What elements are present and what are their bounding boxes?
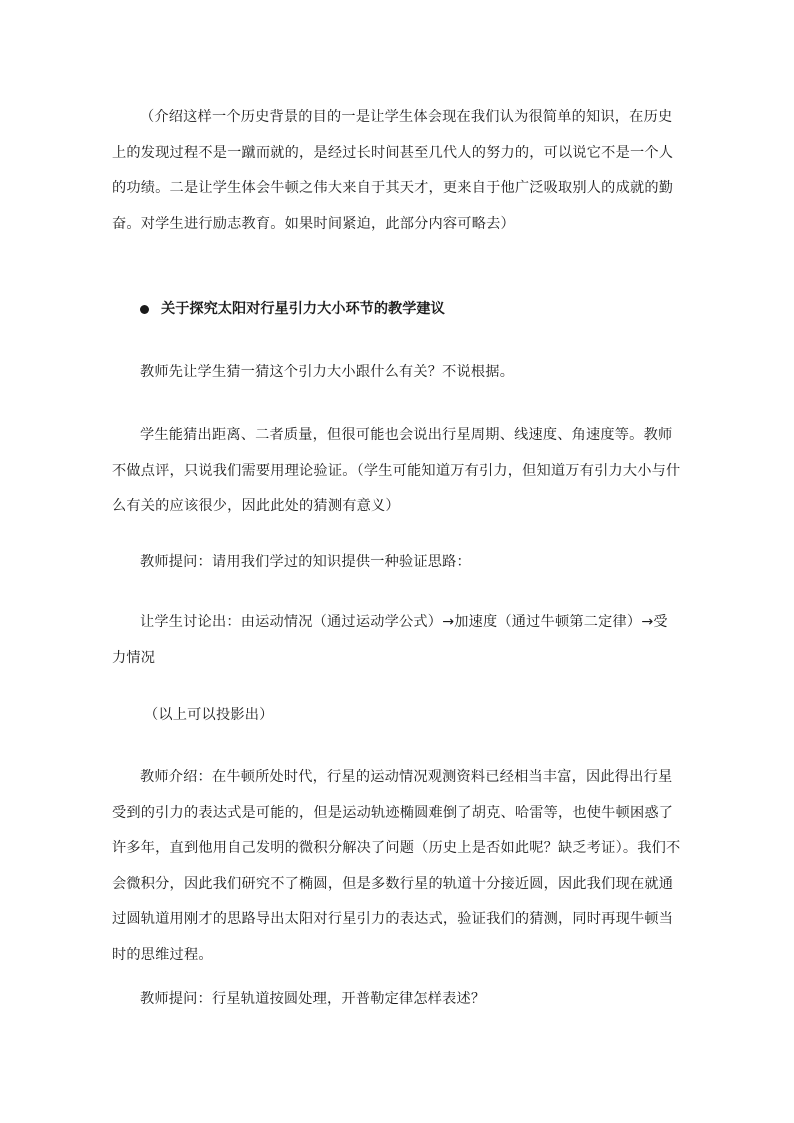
bullet-heading <box>140 297 700 321</box>
paragraph-teacher-guess: 教师先让学生猜一猜这个引力大小跟什么有关？不说根据。 <box>140 364 515 380</box>
paragraph-history-purpose: （介绍这样一个历史背景的目的一是让学生体会现在我们认为很简单的知识，在历史上的发现过程不是一蹴而就的，是经过长时间甚至几代人的努力的，可以说它不是一个人的功绩。二是让学生体会牛顿之伟大来自于其天才，更来自于他广泛吸取别人的成就的勤奋。对学生进行励志教育。如果时间紧迫，此部分内容可略去） <box>112 109 674 232</box>
bullet-dot-icon <box>140 305 149 314</box>
paragraph-student-discussion: 让学生讨论出：由运动情况（通过运动学公式）→加速度（通过牛顿第二定律）→受力情况 <box>112 614 668 666</box>
paragraph-student-guess: 学生能猜出距离、二者质量，但很可能也会说出行星周期、线速度、角速度等。教师不做点评，只说我们需要用理论验证。（学生可能知道万有引力，但知道万有引力大小与什么有关的应该很少，因此此处的猜测有意义） <box>112 427 681 514</box>
paragraph-teacher-question-2: 教师提问：行星轨道按圆处理，开普勒定律怎样表述？ <box>140 991 486 1007</box>
paragraph-projection-note: （以上可以投影出） <box>144 707 274 723</box>
bullet-heading-text: 关于探究太阳对行星引力大小环节的教学建议 <box>161 301 445 317</box>
paragraph-teacher-introduction: 教师介绍：在牛顿所处时代，行星的运动情况观测资料已经相当丰富，因此得出行星受到的引力的表达式是可能的，但是运动轨迹椭圆难倒了胡克、哈雷等，也使牛顿困惑了许多年，直到他用自己发明的微积分解决了问题（历史上是否如此呢？缺乏考证）。我们不会微积分，因此我们研究不了椭圆，但是多数行星的轨道十分接近圆，因此我们现在就通过圆轨道用刚才的思路导出太阳对行星引力的表达式，验证我们的猜测，同时再现牛顿当时的思维过程。 <box>112 769 681 963</box>
paragraph-teacher-question-1: 教师提问：请用我们学过的知识提供一种验证思路： <box>140 554 471 570</box>
